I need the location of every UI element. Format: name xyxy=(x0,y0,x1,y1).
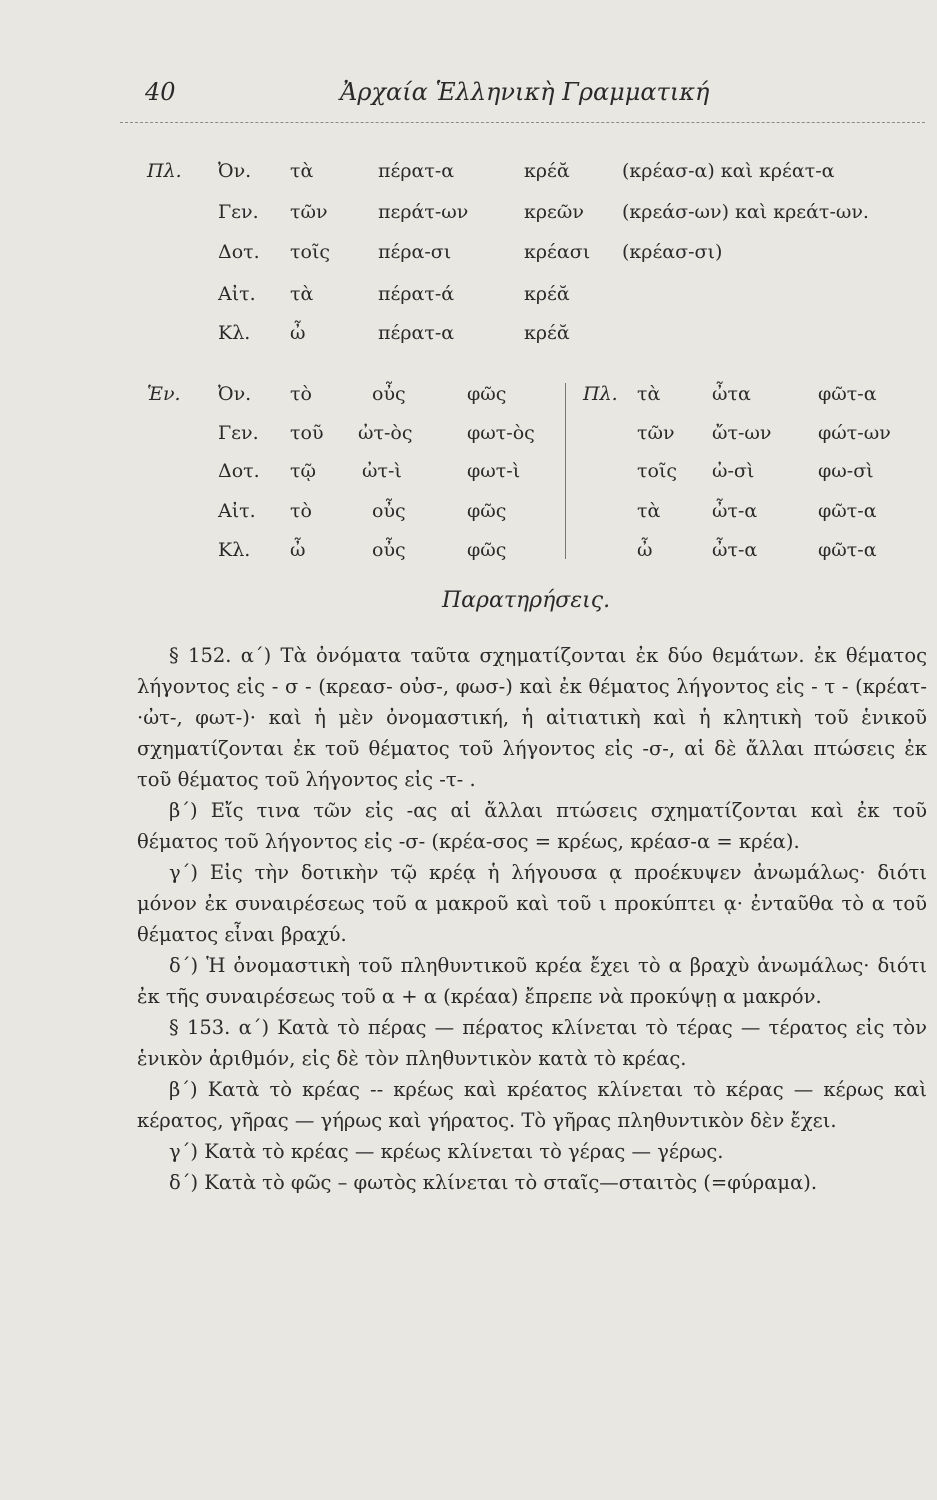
form: οὖς xyxy=(372,383,406,405)
form: περάτ-ων xyxy=(378,201,469,223)
paragraph: β΄) Εἴς τινα τῶν εἰς -ας αἱ ἄλλαι πτώσεις σχηματίζονται καὶ ἐκ τοῦ θέματος τοῦ λήγοντος εἰς -σ- (κρέα-σος = κρέως, κρέασ-α = κρέα). xyxy=(137,799,927,853)
article: τοῖς xyxy=(290,241,331,263)
case-label: Δοτ. xyxy=(218,460,260,482)
form: πέρατ-α xyxy=(378,322,455,344)
form: οὖς xyxy=(372,500,406,522)
form: οὖς xyxy=(372,539,406,561)
article: ὦ xyxy=(290,539,306,561)
form: (κρέασ-α) καὶ κρέατ-α xyxy=(622,160,835,182)
article: τὰ xyxy=(290,283,314,305)
header-rule xyxy=(120,122,925,123)
form: κρέασι xyxy=(524,241,591,263)
paragraph: § 152. α΄) Τὰ ὀνόματα ταῦτα σχηματίζονται ἐκ δύο θεμάτων. ἐκ θέματος λήγοντος εἰς - σ - (κρεασ- οὐσ-, φωσ-) καὶ ἐκ θέματος λήγοντος εἰς - τ - (κρέατ- ·ὠτ-, φωτ-)· καὶ ἡ μὲν ὀνομαστική, ἡ αἰτιατικὴ καὶ ἡ κλητικὴ τοῦ ἑνικοῦ σχηματίζονται ἐκ τοῦ θέματος τοῦ λήγοντος εἰς -σ-, αἱ δὲ ἄλλαι πτώσεις ἐκ τοῦ θέματος τοῦ λήγοντος εἰς -τ- . xyxy=(137,644,927,791)
form: φῶτ-α xyxy=(818,383,877,405)
article: ὦ xyxy=(290,322,306,344)
article: τὰ xyxy=(290,160,314,182)
form: φωτ-ὶ xyxy=(467,460,521,482)
form: κρεῶν xyxy=(524,201,584,223)
form: φῶς xyxy=(467,383,507,405)
form: φώτ-ων xyxy=(818,422,891,444)
form: ὦτ-α xyxy=(712,539,758,561)
number-label: Πλ. xyxy=(147,160,182,182)
body-text xyxy=(137,640,927,1198)
form: ὠτ-ὸς xyxy=(358,422,413,444)
article: ὦ xyxy=(637,539,653,561)
case-label: Ὀν. xyxy=(218,160,252,182)
form: ὤτ-ων xyxy=(712,422,772,444)
form: φῶς xyxy=(467,539,507,561)
form: πέρα-σι xyxy=(378,241,452,263)
article: τῶν xyxy=(290,201,328,223)
singular-label: Ἑν. xyxy=(147,383,181,405)
paragraph: γ΄) Κατὰ τὸ κρέας — κρέως κλίνεται τὸ γέρας — γέρως. xyxy=(169,1140,724,1163)
page-header xyxy=(145,78,917,118)
form: φωτ-ὸς xyxy=(467,422,535,444)
paragraph: δ΄) Ἡ ὀνομαστικὴ τοῦ πληθυντικοῦ κρέα ἔχει τὸ α βραχὺ ἀνωμάλως· διότι ἐκ τῆς συναιρέσεως τοῦ α + α (κρέαα) ἔπρεπε νὰ προκύψῃ α μακρόν. xyxy=(137,954,927,1008)
article: τὰ xyxy=(637,500,661,522)
paragraph: γ΄) Εἰς τὴν δοτικὴν τῷ κρέᾳ ἡ λήγουσα ᾳ προέκυψεν ἀνωμάλως· διότι μόνον ἐκ συναιρέσεως τοῦ α μακροῦ καὶ τοῦ ι προκύπτει ᾳ· ἐνταῦθα τὸ α τοῦ θέματος εἶναι βραχύ. xyxy=(137,861,927,946)
form: ὦτ-α xyxy=(712,500,758,522)
form: κρέᾰ xyxy=(524,160,570,182)
form: πέρατ-α xyxy=(378,160,455,182)
article: τοῖς xyxy=(637,460,678,482)
case-label: Ὀν. xyxy=(218,383,252,405)
form: φῶς xyxy=(467,500,507,522)
column-divider xyxy=(565,383,566,559)
case-label: Γεν. xyxy=(218,201,259,223)
page-number: 40 xyxy=(145,78,176,106)
plural-label: Πλ. xyxy=(583,383,618,405)
form: φῶτ-α xyxy=(818,500,877,522)
paragraph: § 153. α΄) Κατὰ τὸ πέρας — πέρατος κλίνεται τὸ τέρας — τέρατος εἰς τὸν ἑνικὸν ἀριθμόν, εἰς δὲ τὸν πληθυντικὸν κατὰ τὸ κρέας. xyxy=(137,1016,927,1070)
article: τὸ xyxy=(290,500,312,522)
form: κρέᾰ xyxy=(524,283,570,305)
form: κρέᾰ xyxy=(524,322,570,344)
case-label: Αἰτ. xyxy=(218,283,256,305)
form: φῶτ-α xyxy=(818,539,877,561)
case-label: Γεν. xyxy=(218,422,259,444)
paragraph: δ΄) Κατὰ τὸ φῶς – φωτὸς κλίνεται τὸ σταῖς—σταιτὸς (=φύραμα). xyxy=(169,1171,818,1194)
form: ὦτα xyxy=(712,383,751,405)
article: τὸ xyxy=(290,383,312,405)
case-label: Δοτ. xyxy=(218,241,260,263)
form: (κρεάσ-ων) καὶ κρεάτ-ων. xyxy=(622,201,869,223)
case-label: Αἰτ. xyxy=(218,500,256,522)
article: τῷ xyxy=(290,460,317,482)
form: πέρατ-ά xyxy=(378,283,455,305)
form: φω-σὶ xyxy=(818,460,874,482)
paragraph: β΄) Κατὰ τὸ κρέας -- κρέως καὶ κρέατος κλίνεται τὸ κέρας — κέρως καὶ κέρατος, γῆρας — γήρως καὶ γήρατος. Τὸ γῆρας πληθυντικὸν δὲν ἔχει. xyxy=(137,1078,927,1132)
case-label: Κλ. xyxy=(218,322,251,344)
form: ὠ-σὶ xyxy=(712,460,755,482)
case-label: Κλ. xyxy=(218,539,251,561)
running-title: Ἀρχαία Ἑλληνικὴ Γραμματική xyxy=(340,78,710,106)
form: (κρέασ-σι) xyxy=(622,241,723,263)
section-subheading: Παρατηρήσεις. xyxy=(442,588,611,613)
article: τῶν xyxy=(637,422,675,444)
article: τὰ xyxy=(637,383,661,405)
article: τοῦ xyxy=(290,422,324,444)
form: ὠτ-ὶ xyxy=(362,460,402,482)
